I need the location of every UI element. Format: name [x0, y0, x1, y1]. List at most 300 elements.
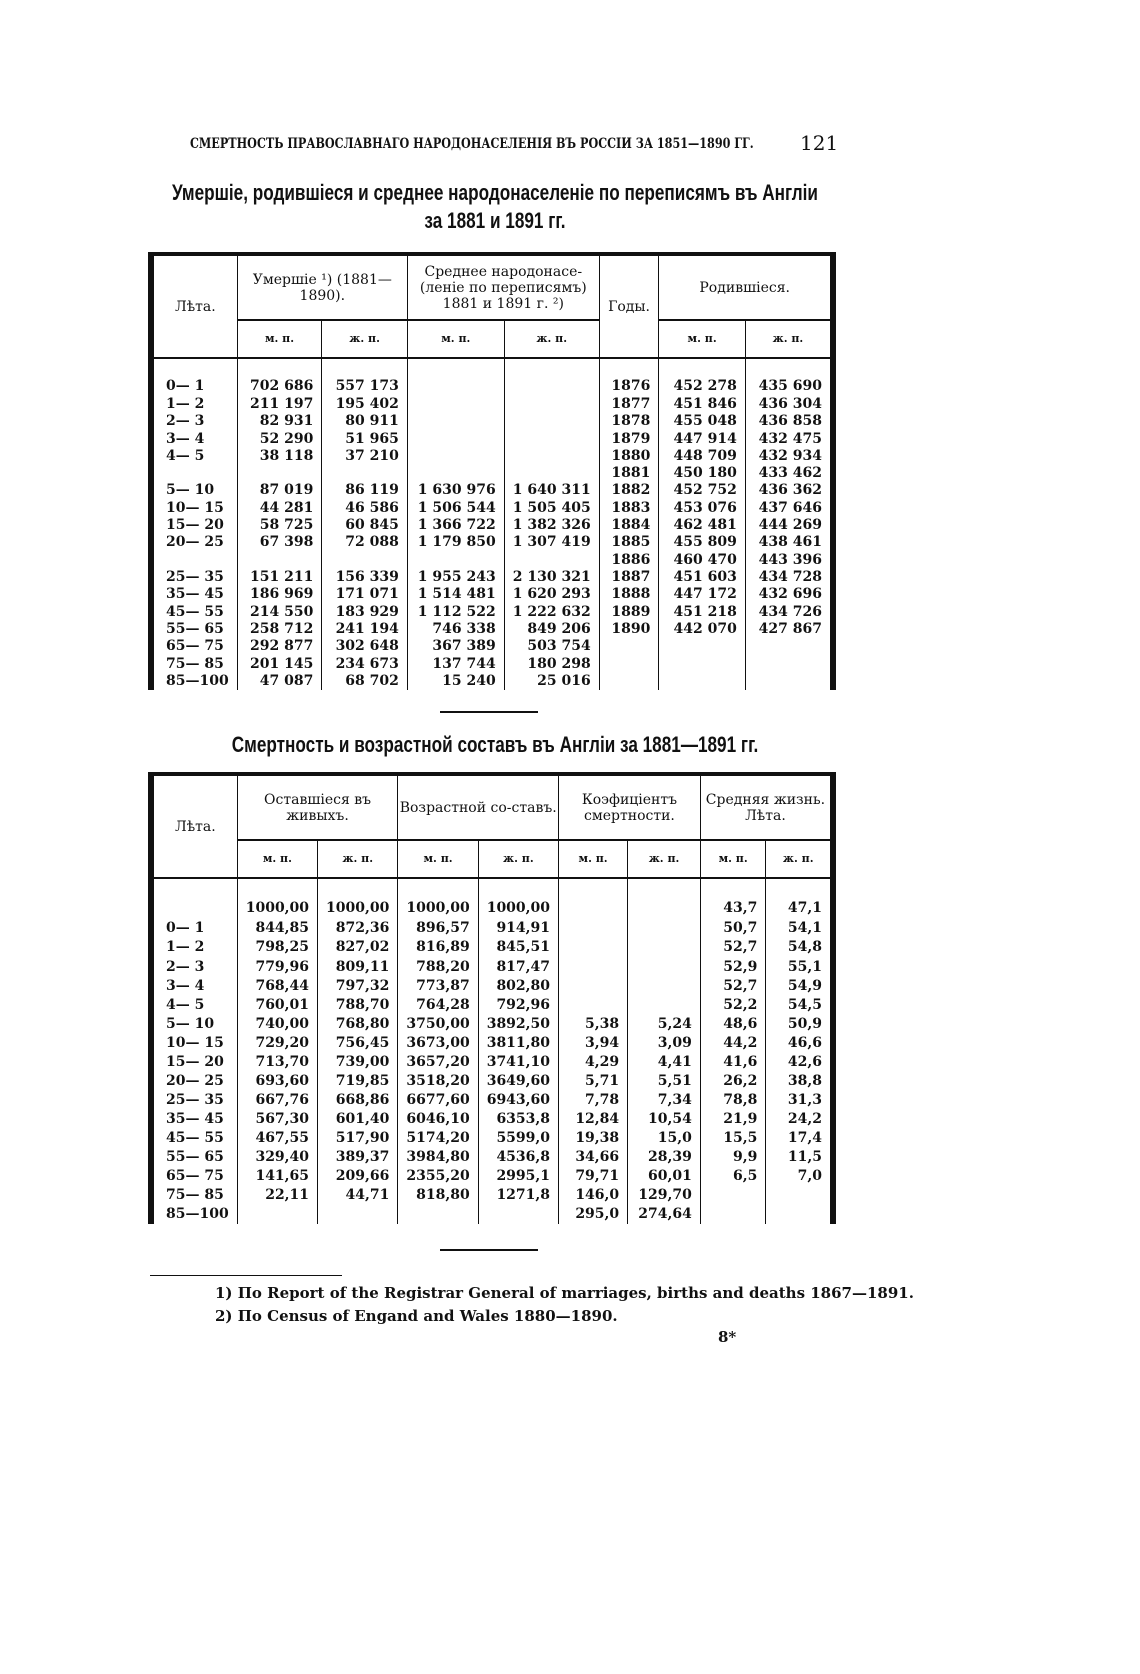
table2-title: Смертность и возрастной составъ въ Англіи за 1881—1891 гг.	[231, 732, 759, 757]
cell-s-f: 809,11	[318, 957, 398, 976]
cell-s-m: 844,85	[237, 919, 317, 938]
cell-p-f: 1 505 405	[504, 499, 599, 516]
cell-year: 1889	[599, 603, 659, 620]
cell-age: 55— 65	[151, 1148, 237, 1167]
cell-s-m: 667,76	[237, 1091, 317, 1110]
table-row	[151, 447, 833, 464]
cell-k-f: 274,64	[628, 1205, 701, 1224]
cell-year: 1884	[599, 517, 659, 534]
cell-p-m: 1 630 976	[407, 482, 504, 499]
cell-s-f: 797,32	[318, 976, 398, 995]
cell-c-f: 6353,8	[478, 1110, 558, 1129]
table-row	[151, 673, 833, 690]
cell-c-m: 3984,80	[398, 1148, 478, 1167]
signature-mark: 8*	[718, 1328, 737, 1346]
cell-e-m: 9,9	[700, 1148, 766, 1167]
cell-year: 1877	[599, 395, 659, 412]
table-row	[151, 534, 833, 551]
cell-b-m: 447 172	[659, 586, 745, 603]
cell-c-f: 792,96	[478, 995, 558, 1014]
cell-d-m: 87 019	[237, 482, 322, 499]
cell-p-f: 849 206	[504, 621, 599, 638]
cell-p-m: 15 240	[407, 673, 504, 690]
cell-s-m: 740,00	[237, 1014, 317, 1033]
cell-b-f: 432 475	[745, 430, 833, 447]
header-years: Годы.	[599, 254, 659, 358]
table1-title-line2: за 1881 и 1891 гг.	[424, 208, 566, 233]
header-male: м. п.	[407, 320, 504, 358]
header-female: ж. п.	[504, 320, 599, 358]
cell-b-m: 460 470	[659, 551, 745, 568]
cell-b-f: 437 646	[745, 499, 833, 516]
cell-c-f: 3892,50	[478, 1014, 558, 1033]
cell-year	[599, 638, 659, 655]
cell-e-f: 42,6	[766, 1052, 833, 1071]
cell-s-m: 329,40	[237, 1148, 317, 1167]
cell-c-m: 6677,60	[398, 1091, 478, 1110]
cell-b-m: 462 481	[659, 517, 745, 534]
cell-d-m: 52 290	[237, 430, 322, 447]
cell-c-m	[398, 1205, 478, 1224]
cell-year: 1886	[599, 551, 659, 568]
cell-p-f	[504, 358, 599, 395]
table-row	[151, 1052, 833, 1071]
cell-e-m: 52,9	[700, 957, 766, 976]
cell-s-m: 760,01	[237, 995, 317, 1014]
cell-year: 1890	[599, 621, 659, 638]
cell-p-f: 1 640 311	[504, 482, 599, 499]
cell-c-f: 3649,60	[478, 1071, 558, 1090]
cell-d-m	[237, 465, 322, 482]
cell-s-m: 22,11	[237, 1186, 317, 1205]
cell-p-m: 137 744	[407, 655, 504, 672]
cell-age: 10— 15	[151, 1033, 237, 1052]
cell-p-f: 2 130 321	[504, 569, 599, 586]
table-row	[151, 413, 833, 430]
header-female: ж. п.	[318, 840, 398, 878]
header-age: Лѣта.	[151, 254, 237, 358]
cell-e-f: 55,1	[766, 957, 833, 976]
cell-age: 25— 35	[151, 569, 237, 586]
table-row	[151, 1071, 833, 1090]
header-male: м. п.	[237, 320, 322, 358]
cell-d-f: 302 648	[322, 638, 408, 655]
cell-p-m	[407, 395, 504, 412]
table-row	[151, 878, 833, 919]
table-row	[151, 551, 833, 568]
table1-title: Умершіе, родившіеся и среднее народонаселеніе по переписямъ въ Англіи	[172, 180, 818, 205]
cell-age	[151, 878, 237, 919]
header-survivors: Оставшіеся въ живыхъ.	[237, 774, 398, 840]
cell-year: 1883	[599, 499, 659, 516]
cell-age: 0— 1	[151, 919, 237, 938]
cell-p-m: 367 389	[407, 638, 504, 655]
cell-s-m: 141,65	[237, 1167, 317, 1186]
cell-p-m: 1 366 722	[407, 517, 504, 534]
cell-c-f: 4536,8	[478, 1148, 558, 1167]
cell-b-m: 451 846	[659, 395, 745, 412]
table-row	[151, 482, 833, 499]
cell-p-f: 1 620 293	[504, 586, 599, 603]
table-row	[151, 1205, 833, 1224]
cell-b-f	[745, 638, 833, 655]
cell-d-f: 72 088	[322, 534, 408, 551]
cell-year: 1881	[599, 465, 659, 482]
cell-s-m: 713,70	[237, 1052, 317, 1071]
cell-year: 1876	[599, 358, 659, 395]
cell-age: 35— 45	[151, 1110, 237, 1129]
cell-p-f	[504, 465, 599, 482]
table-row	[151, 638, 833, 655]
cell-d-f	[322, 551, 408, 568]
header-male: м. п.	[237, 840, 317, 878]
cell-age	[151, 551, 237, 568]
cell-e-m: 52,7	[700, 976, 766, 995]
header-female: ж. п.	[628, 840, 701, 878]
cell-k-f: 7,34	[628, 1091, 701, 1110]
cell-e-f: 50,9	[766, 1014, 833, 1033]
cell-e-m: 52,7	[700, 938, 766, 957]
cell-s-m: 693,60	[237, 1071, 317, 1090]
cell-year: 1880	[599, 447, 659, 464]
cell-k-f: 5,24	[628, 1014, 701, 1033]
cell-e-f: 24,2	[766, 1110, 833, 1129]
header-male: м. п.	[398, 840, 478, 878]
footnote-1: 1) По Report of the Registrar General of marriages, births and deaths 1867—1891.	[215, 1284, 914, 1302]
cell-s-m: 779,96	[237, 957, 317, 976]
cell-k-f	[628, 976, 701, 995]
header-female: ж. п.	[322, 320, 408, 358]
cell-c-f: 1000,00	[478, 878, 558, 919]
cell-e-f: 7,0	[766, 1167, 833, 1186]
cell-e-m: 21,9	[700, 1110, 766, 1129]
cell-b-m	[659, 655, 745, 672]
cell-p-f: 1 222 632	[504, 603, 599, 620]
cell-c-m: 773,87	[398, 976, 478, 995]
cell-b-f: 435 690	[745, 358, 833, 395]
cell-e-f	[766, 1186, 833, 1205]
cell-age: 20— 25	[151, 1071, 237, 1090]
table-row	[151, 395, 833, 412]
cell-e-m: 44,2	[700, 1033, 766, 1052]
cell-age: 0— 1	[151, 358, 237, 395]
cell-age: 1— 2	[151, 395, 237, 412]
cell-d-f: 171 071	[322, 586, 408, 603]
cell-e-f: 47,1	[766, 878, 833, 919]
cell-k-f: 5,51	[628, 1071, 701, 1090]
cell-e-f: 31,3	[766, 1091, 833, 1110]
cell-d-f: 557 173	[322, 358, 408, 395]
cell-b-f: 436 304	[745, 395, 833, 412]
cell-e-m	[700, 1205, 766, 1224]
cell-k-f: 60,01	[628, 1167, 701, 1186]
cell-s-m: 567,30	[237, 1110, 317, 1129]
cell-e-f: 11,5	[766, 1148, 833, 1167]
table-row	[151, 1110, 833, 1129]
cell-c-f: 6943,60	[478, 1091, 558, 1110]
cell-b-f: 443 396	[745, 551, 833, 568]
table-row	[151, 957, 833, 976]
cell-p-f: 503 754	[504, 638, 599, 655]
cell-year: 1888	[599, 586, 659, 603]
table-row	[151, 499, 833, 516]
cell-p-f: 1 382 326	[504, 517, 599, 534]
cell-c-f: 3741,10	[478, 1052, 558, 1071]
cell-k-f: 3,09	[628, 1033, 701, 1052]
cell-b-m: 451 603	[659, 569, 745, 586]
cell-e-f: 54,8	[766, 938, 833, 957]
header-female: ж. п.	[478, 840, 558, 878]
cell-k-f: 28,39	[628, 1148, 701, 1167]
cell-k-f	[628, 878, 701, 919]
cell-age: 10— 15	[151, 499, 237, 516]
cell-age: 15— 20	[151, 517, 237, 534]
cell-age	[151, 465, 237, 482]
cell-d-m: 214 550	[237, 603, 322, 620]
cell-b-f: 432 696	[745, 586, 833, 603]
cell-s-m: 467,55	[237, 1129, 317, 1148]
footnote-2: 2) По Census of Engand and Wales 1880—1890.	[215, 1307, 618, 1325]
cell-c-f: 845,51	[478, 938, 558, 957]
cell-d-m: 47 087	[237, 673, 322, 690]
cell-d-m: 67 398	[237, 534, 322, 551]
cell-p-f	[504, 551, 599, 568]
cell-b-f: 434 728	[745, 569, 833, 586]
cell-d-m: 151 211	[237, 569, 322, 586]
table-row	[151, 603, 833, 620]
cell-age: 20— 25	[151, 534, 237, 551]
cell-age: 45— 55	[151, 603, 237, 620]
cell-age: 2— 3	[151, 957, 237, 976]
cell-s-m: 768,44	[237, 976, 317, 995]
table-row	[151, 1148, 833, 1167]
table-row	[151, 465, 833, 482]
cell-c-f: 914,91	[478, 919, 558, 938]
cell-d-f: 68 702	[322, 673, 408, 690]
cell-d-f	[322, 465, 408, 482]
header-male: м. п.	[659, 320, 745, 358]
cell-d-f: 183 929	[322, 603, 408, 620]
cell-e-m: 6,5	[700, 1167, 766, 1186]
cell-b-f: 427 867	[745, 621, 833, 638]
cell-b-f: 433 462	[745, 465, 833, 482]
cell-k-m: 7,78	[559, 1091, 628, 1110]
cell-age: 35— 45	[151, 586, 237, 603]
cell-c-f: 1271,8	[478, 1186, 558, 1205]
cell-age: 15— 20	[151, 1052, 237, 1071]
cell-b-m: 452 278	[659, 358, 745, 395]
cell-k-f	[628, 938, 701, 957]
cell-d-m: 186 969	[237, 586, 322, 603]
cell-b-m: 451 218	[659, 603, 745, 620]
cell-b-m: 455 048	[659, 413, 745, 430]
births-deaths-population-table	[148, 252, 836, 690]
header-age: Лѣта.	[151, 774, 237, 878]
cell-k-m	[559, 995, 628, 1014]
cell-p-m: 1 506 544	[407, 499, 504, 516]
cell-age: 3— 4	[151, 430, 237, 447]
cell-year	[599, 655, 659, 672]
table-row	[151, 1167, 833, 1186]
cell-k-f	[628, 919, 701, 938]
cell-s-f: 389,37	[318, 1148, 398, 1167]
cell-b-m	[659, 638, 745, 655]
table-row	[151, 1033, 833, 1052]
cell-s-f	[318, 1205, 398, 1224]
cell-d-m: 292 877	[237, 638, 322, 655]
table-row	[151, 586, 833, 603]
table-row	[151, 1091, 833, 1110]
cell-c-m: 3750,00	[398, 1014, 478, 1033]
cell-p-m	[407, 551, 504, 568]
cell-c-f: 5599,0	[478, 1129, 558, 1148]
cell-d-m: 258 712	[237, 621, 322, 638]
table-row	[151, 358, 833, 395]
cell-k-m	[559, 957, 628, 976]
cell-c-f: 2995,1	[478, 1167, 558, 1186]
cell-e-m: 26,2	[700, 1071, 766, 1090]
cell-age: 65— 75	[151, 1167, 237, 1186]
cell-p-m: 1 514 481	[407, 586, 504, 603]
cell-age: 75— 85	[151, 1186, 237, 1205]
cell-b-m	[659, 673, 745, 690]
cell-e-f: 54,1	[766, 919, 833, 938]
cell-k-m	[559, 938, 628, 957]
cell-d-f: 51 965	[322, 430, 408, 447]
cell-p-m	[407, 413, 504, 430]
table-row	[151, 430, 833, 447]
cell-k-f: 10,54	[628, 1110, 701, 1129]
cell-c-f: 3811,80	[478, 1033, 558, 1052]
cell-e-m	[700, 1186, 766, 1205]
cell-p-f	[504, 447, 599, 464]
cell-s-m: 798,25	[237, 938, 317, 957]
header-population: Среднее народонасе-(леніе по переписямъ) 1881 и 1891 г. ²)	[407, 254, 599, 320]
cell-e-f: 46,6	[766, 1033, 833, 1052]
cell-age: 25— 35	[151, 1091, 237, 1110]
cell-s-f: 768,80	[318, 1014, 398, 1033]
cell-age: 65— 75	[151, 638, 237, 655]
cell-p-f: 1 307 419	[504, 534, 599, 551]
cell-k-m: 3,94	[559, 1033, 628, 1052]
header-male: м. п.	[700, 840, 766, 878]
cell-b-m: 448 709	[659, 447, 745, 464]
cell-p-m: 1 112 522	[407, 603, 504, 620]
mortality-age-composition-table	[148, 772, 836, 1224]
cell-d-m: 211 197	[237, 395, 322, 412]
footnote-rule	[150, 1275, 342, 1276]
cell-c-f: 817,47	[478, 957, 558, 976]
running-title: СМЕРТНОСТЬ ПРАВОСЛАВНАГО НАРОДОНАСЕЛЕНІЯ ВЪ РОССІИ ЗА 1851—1890 ГГ.	[190, 136, 754, 152]
cell-s-m: 729,20	[237, 1033, 317, 1052]
cell-k-m: 4,29	[559, 1052, 628, 1071]
cell-b-f	[745, 655, 833, 672]
cell-b-m: 447 914	[659, 430, 745, 447]
cell-age: 4— 5	[151, 995, 237, 1014]
cell-c-m: 2355,20	[398, 1167, 478, 1186]
cell-e-m: 50,7	[700, 919, 766, 938]
cell-d-m: 82 931	[237, 413, 322, 430]
table-row	[151, 569, 833, 586]
cell-b-m: 453 076	[659, 499, 745, 516]
cell-c-m: 818,80	[398, 1186, 478, 1205]
table-row	[151, 995, 833, 1014]
table-row	[151, 621, 833, 638]
cell-d-m: 44 281	[237, 499, 322, 516]
cell-b-f	[745, 673, 833, 690]
table-row	[151, 938, 833, 957]
cell-e-f: 17,4	[766, 1129, 833, 1148]
separator-rule	[440, 1249, 538, 1251]
cell-year: 1878	[599, 413, 659, 430]
table-row	[151, 655, 833, 672]
header-female: ж. п.	[745, 320, 833, 358]
cell-c-m: 788,20	[398, 957, 478, 976]
header-deaths: Умершіе ¹) (1881—1890).	[237, 254, 407, 320]
cell-age: 85—100	[151, 673, 237, 690]
cell-d-m: 38 118	[237, 447, 322, 464]
cell-e-m: 41,6	[700, 1052, 766, 1071]
cell-c-m: 5174,20	[398, 1129, 478, 1148]
cell-e-m: 43,7	[700, 878, 766, 919]
cell-d-f: 234 673	[322, 655, 408, 672]
cell-k-f	[628, 995, 701, 1014]
cell-d-f: 241 194	[322, 621, 408, 638]
cell-p-m	[407, 430, 504, 447]
cell-c-f: 802,80	[478, 976, 558, 995]
cell-k-m: 5,38	[559, 1014, 628, 1033]
cell-k-f	[628, 957, 701, 976]
cell-year: 1885	[599, 534, 659, 551]
cell-age: 5— 10	[151, 482, 237, 499]
cell-e-f: 38,8	[766, 1071, 833, 1090]
table-row	[151, 919, 833, 938]
cell-c-m: 896,57	[398, 919, 478, 938]
cell-b-f: 432 934	[745, 447, 833, 464]
cell-e-m: 48,6	[700, 1014, 766, 1033]
cell-c-m: 3518,20	[398, 1071, 478, 1090]
cell-e-m: 52,2	[700, 995, 766, 1014]
cell-s-f: 601,40	[318, 1110, 398, 1129]
cell-p-m	[407, 358, 504, 395]
cell-b-m: 442 070	[659, 621, 745, 638]
cell-k-m: 12,84	[559, 1110, 628, 1129]
table-row	[151, 976, 833, 995]
cell-s-f: 209,66	[318, 1167, 398, 1186]
cell-year: 1887	[599, 569, 659, 586]
cell-c-m: 6046,10	[398, 1110, 478, 1129]
cell-s-f: 44,71	[318, 1186, 398, 1205]
table-row	[151, 517, 833, 534]
cell-p-m: 1 955 243	[407, 569, 504, 586]
cell-age: 85—100	[151, 1205, 237, 1224]
cell-p-f	[504, 430, 599, 447]
cell-s-m: 1000,00	[237, 878, 317, 919]
cell-e-m: 78,8	[700, 1091, 766, 1110]
cell-e-m: 15,5	[700, 1129, 766, 1148]
cell-b-m: 455 809	[659, 534, 745, 551]
cell-p-f	[504, 413, 599, 430]
cell-s-f: 827,02	[318, 938, 398, 957]
page-number: 121	[800, 131, 839, 155]
cell-age: 3— 4	[151, 976, 237, 995]
cell-year: 1879	[599, 430, 659, 447]
cell-s-f: 872,36	[318, 919, 398, 938]
header-female: ж. п.	[766, 840, 833, 878]
cell-d-m: 58 725	[237, 517, 322, 534]
cell-b-f: 438 461	[745, 534, 833, 551]
header-male: м. п.	[559, 840, 628, 878]
